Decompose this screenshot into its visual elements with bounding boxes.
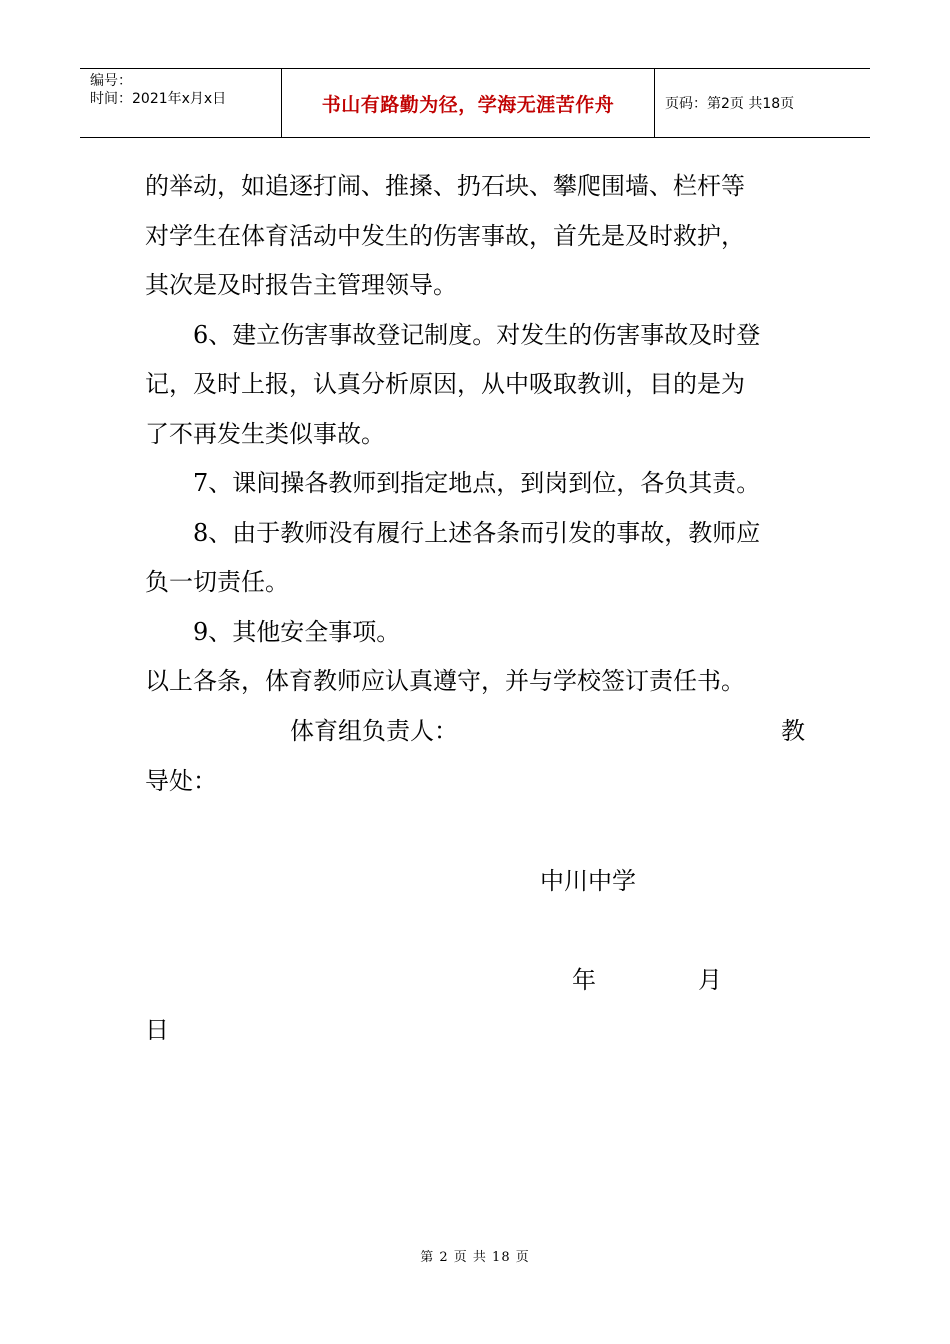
page-footer: 第 2 页 共 18 页 [420,1250,530,1265]
body-line: 对学生在体育活动中发生的伤害事故，首先是及时救护， [145,222,745,250]
body-line: 9、其他安全事项。 [193,618,401,646]
date-month: 月 [698,966,722,994]
signature-dao: 导处： [145,767,217,795]
signature-pe-group: 体育组负责人： [290,717,458,745]
header-motto: 书山有路勤为径，学海无涯苦作舟 [321,93,615,116]
date-day: 日 [145,1016,169,1044]
body-line: 了不再发生类似事故。 [145,420,385,448]
number-label: 编号： [90,73,132,89]
header-meta [80,69,282,137]
body-line: 负一切责任。 [145,568,289,596]
signature-jiao: 教 [781,717,805,745]
body-line: 8、由于教师没有履行上述各条而引发的事故，教师应 [193,519,761,547]
body-line: 记，及时上报，认真分析原因，从中吸取教训，目的是为 [145,370,745,398]
body-line: 以上各条，体育教师应认真遵守，并与学校签订责任书。 [145,667,745,695]
school-name: 中川中学 [540,867,636,895]
body-line: 7、课间操各教师到指定地点，到岗到位，各负其责。 [193,469,761,497]
body-line: 其次是及时报告主管理领导。 [145,271,457,299]
body-line: 的举动，如追逐打闹、推搡、扔石块、攀爬围墙、栏杆等 [145,172,745,200]
time-label: 时间：2021年x月x日 [90,91,227,107]
page-header [80,68,870,138]
header-page-info: 页码：第2页 共18页 [665,96,795,112]
date-year: 年 [572,966,596,994]
header-motto-cell [282,69,655,137]
body-line: 6、建立伤害事故登记制度。对发生的伤害事故及时登 [193,321,761,349]
